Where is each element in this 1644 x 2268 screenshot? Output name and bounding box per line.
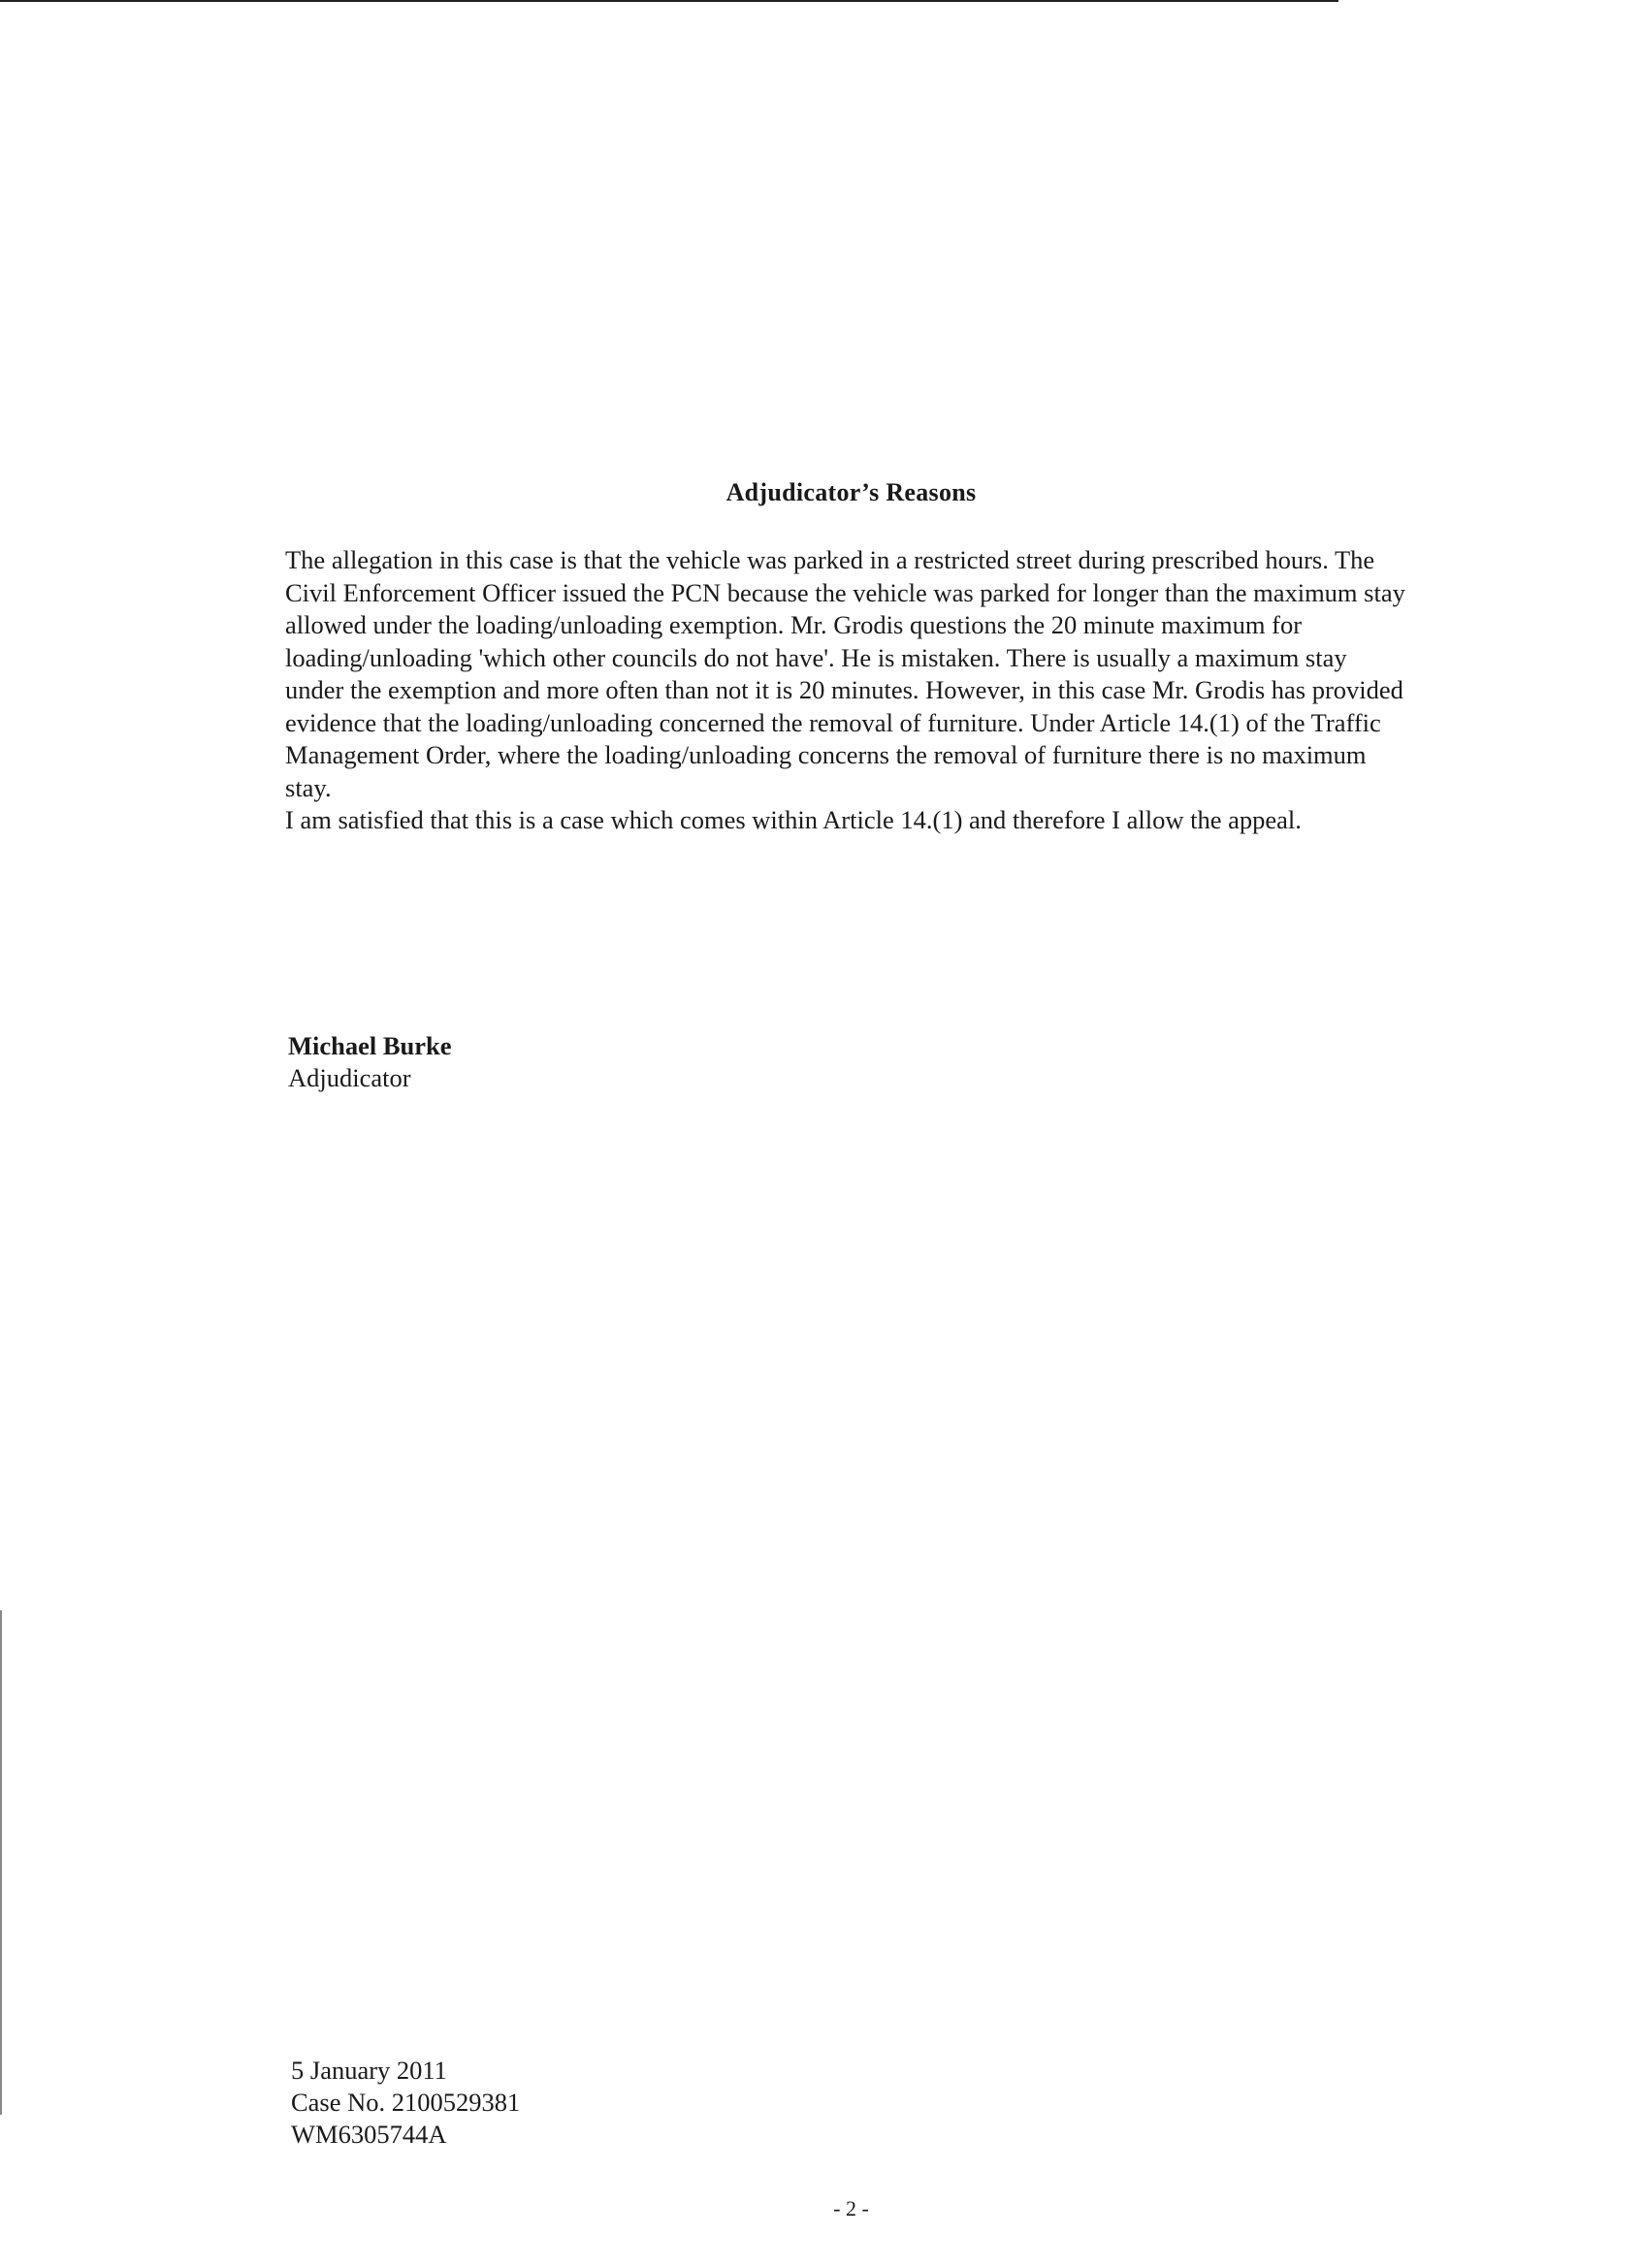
- case-number: Case No. 2100529381: [291, 2088, 521, 2117]
- signature-block: [288, 1030, 452, 1094]
- adjudicator-name: Michael Burke: [288, 1031, 452, 1060]
- adjudicator-title: Adjudicator: [288, 1063, 411, 1092]
- top-border-line: [0, 0, 1338, 2]
- reasons-paragraph: The allegation in this case is that the vehicle was parked in a restricted street during prescribed hours. The Civil Enforcement Officer issued the PCN because the vehicle was parked for longer than the maximum stay allowed under the loading/unloading exemption. Mr. Grodis questions the 20 minute maximum for loading/unloading 'which other councils do not have'. He is mistaken. There is usually a maximum stay under the exemption and more often than not it is 20 minutes. However, in this case Mr. Grodis has provided evidence that the loading/unloading concerned the removal of furniture. Under Article 14.(1) of the Traffic Management Order, where the loading/unloading concerns the removal of furniture there is no maximum stay.: [285, 545, 1405, 802]
- reasons-paragraph: I am satisfied that this is a case which comes within Article 14.(1) and therefore I allow the appeal.: [285, 805, 1302, 834]
- pcn-reference: WM6305744A: [291, 2120, 447, 2149]
- decision-date: 5 January 2011: [291, 2056, 447, 2085]
- reasons-body: [285, 544, 1410, 837]
- page-number: - 2 -: [833, 2196, 869, 2220]
- case-details: [291, 2055, 520, 2151]
- document-heading: Adjudicator’s Reasons: [725, 478, 977, 506]
- scan-margin-mark: [0, 1610, 2, 2115]
